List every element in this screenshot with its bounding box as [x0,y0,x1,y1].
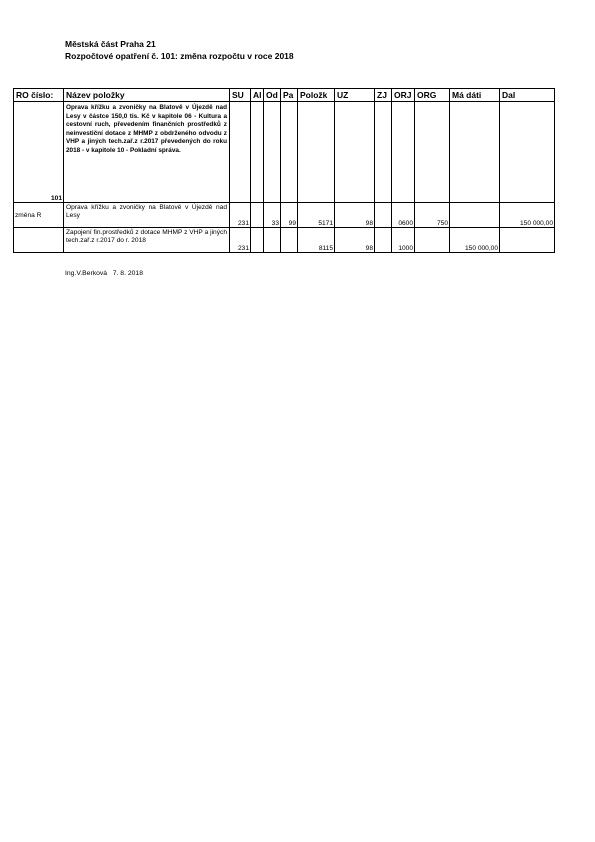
table-row [14,203,555,228]
col-org: ORG [415,89,450,102]
cell-pa [281,228,298,253]
col-polozka: Položk [298,89,335,102]
budget-table [13,88,555,253]
cell-polozka: 8115 [298,228,335,253]
cell-su: 231 [230,228,251,253]
row-description: Zapojení fin.prostředků z dotace MHMP z VHP a jiných tech.zař.z r.2017 do r. 2018 [64,228,230,253]
row-label: změna R [14,203,64,228]
table-row [14,228,555,253]
cell-od [264,228,281,253]
office-title: Městská část Praha 21 [65,39,156,49]
cell-uz: 98 [335,228,375,253]
cell-ma-dati [450,203,500,228]
cell-pa: 99 [281,203,298,228]
footer-author: Ing.V.Berková [65,270,108,277]
ro-number: 101 [14,102,64,203]
footer-signature [65,270,143,277]
col-ro-cislo: RO číslo: [14,89,64,102]
cell-ma-dati: 150 000,00 [450,228,500,253]
col-uz: UZ [335,89,375,102]
cell-dal: 150 000,00 [500,203,555,228]
cell-org [415,228,450,253]
cell-al [251,228,264,253]
cell-dal [500,228,555,253]
col-dal: Dal [500,89,555,102]
col-pa: Pa [281,89,298,102]
ro-description: Oprava křížku a zvoničky na Blatově v Újezdě nad Lesy v částce 150,0 tis. Kč v kapitole 06 - Kultura a cestovní ruch, převedením finančních prostředků z neinvestiční dotace z MHMP z obdrženého odvodu z VHP a jiných tech.zař.z r.2017 převedených do roku 2018 - v kapitole 10 - Pokladní správa. [64,102,230,203]
table-header-row [14,89,555,102]
col-orj: ORJ [392,89,415,102]
table-row-main [14,102,555,203]
col-ma-dati: Má dáti [450,89,500,102]
document-title: Rozpočtové opatření č. 101: změna rozpočtu v roce 2018 [65,51,294,61]
footer-date: 7. 8. 2018 [112,270,143,277]
cell-orj: 0600 [392,203,415,228]
col-su: SU [230,89,251,102]
col-al: Al [251,89,264,102]
row-label [14,228,64,253]
cell-zj [375,228,392,253]
row-description: Oprava křížku a zvoničky na Blatově v Újezdě nad Lesy [64,203,230,228]
cell-zj [375,203,392,228]
cell-polozka: 5171 [298,203,335,228]
cell-su: 231 [230,203,251,228]
col-zj: ZJ [375,89,392,102]
cell-org: 750 [415,203,450,228]
col-od: Od [264,89,281,102]
cell-uz: 98 [335,203,375,228]
cell-al [251,203,264,228]
cell-orj: 1000 [392,228,415,253]
cell-od: 33 [264,203,281,228]
col-nazev-polozky: Název položky [64,89,230,102]
